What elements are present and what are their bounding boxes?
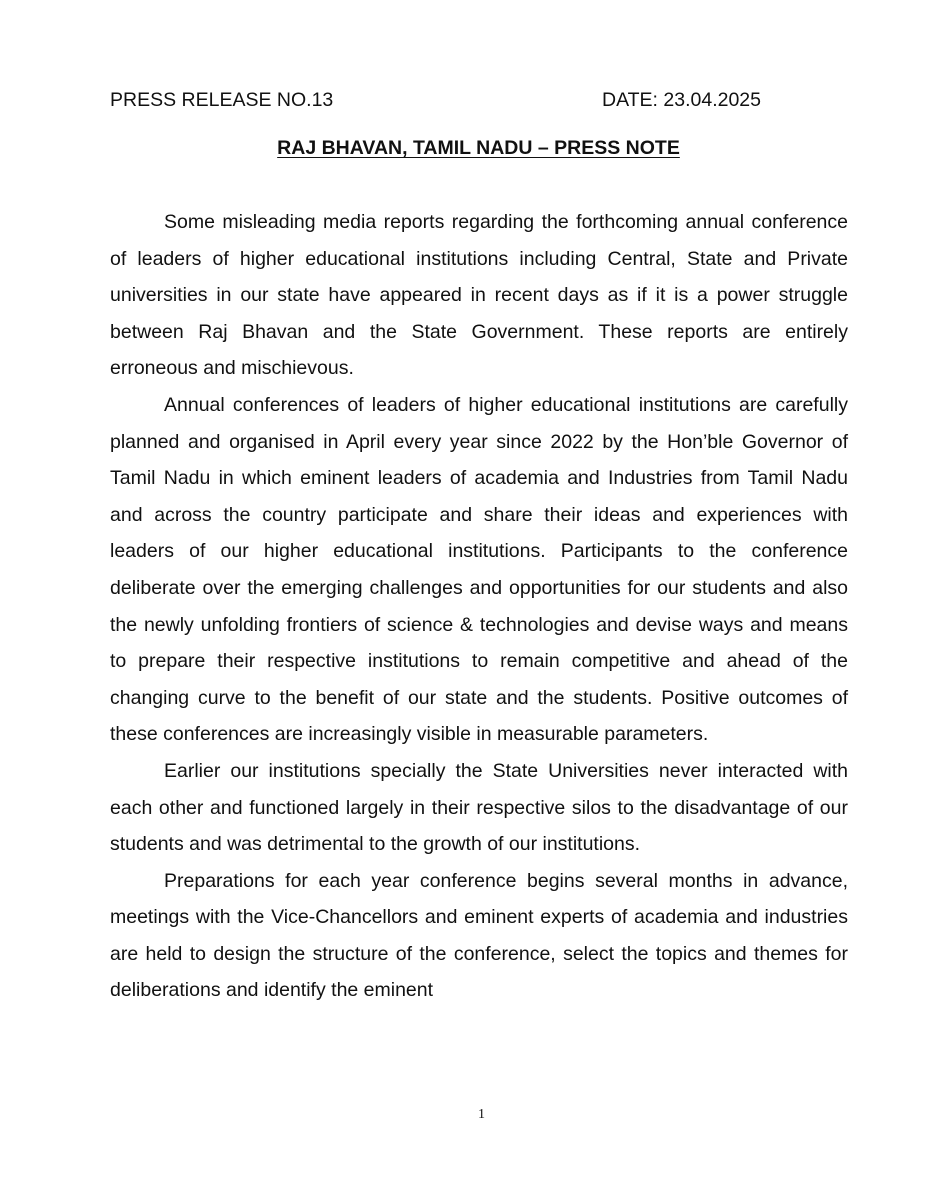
- paragraph-1: Some misleading media reports regarding the forthcoming annual conference of leaders of higher educational institutions including Central, State and Private universities in our state have appeared in recent days as if it is a power struggle between Raj Bhavan and the State Government. These reports are entirely erroneous and mischievous.: [110, 211, 848, 380]
- press-release-header: [110, 86, 830, 114]
- paragraph-4: Preparations for each year conference begins several months in advance, meetings with the Vice-Chancellors and eminent experts of academia and industries are held to design the structure of the conference, select the topics and themes for deliberations and identify the eminent: [110, 869, 848, 1002]
- paragraph-3: Earlier our institutions specially the State Universities never interacted with each other and functioned largely in their respective silos to the disadvantage of our students and was detrimental to the growth of our institutions.: [110, 759, 848, 856]
- press-release-number: PRESS RELEASE NO.13: [110, 89, 334, 111]
- document-body: [110, 204, 848, 1009]
- page-number: 1: [478, 1107, 485, 1122]
- document-title: RAJ BHAVAN, TAMIL NADU – PRESS NOTE: [277, 137, 680, 159]
- paragraph-2: Annual conferences of leaders of higher educational institutions are carefully planned and organised in April every year since 2022 by the Hon’ble Governor of Tamil Nadu in which eminent leaders of academia and Industries from Tamil Nadu and across the country participate and share their ideas and experiences with leaders of our higher educational institutions. Participants to the conference deliberate over the emerging challenges and opportunities for our students and also the newly unfolding frontiers of science & technologies and devise ways and means to prepare their respective institutions to remain competitive and ahead of the changing curve to the benefit of our state and the students. Positive outcomes of these conferences are increasingly visible in measurable parameters.: [110, 393, 848, 746]
- press-release-date: DATE: 23.04.2025: [602, 89, 761, 111]
